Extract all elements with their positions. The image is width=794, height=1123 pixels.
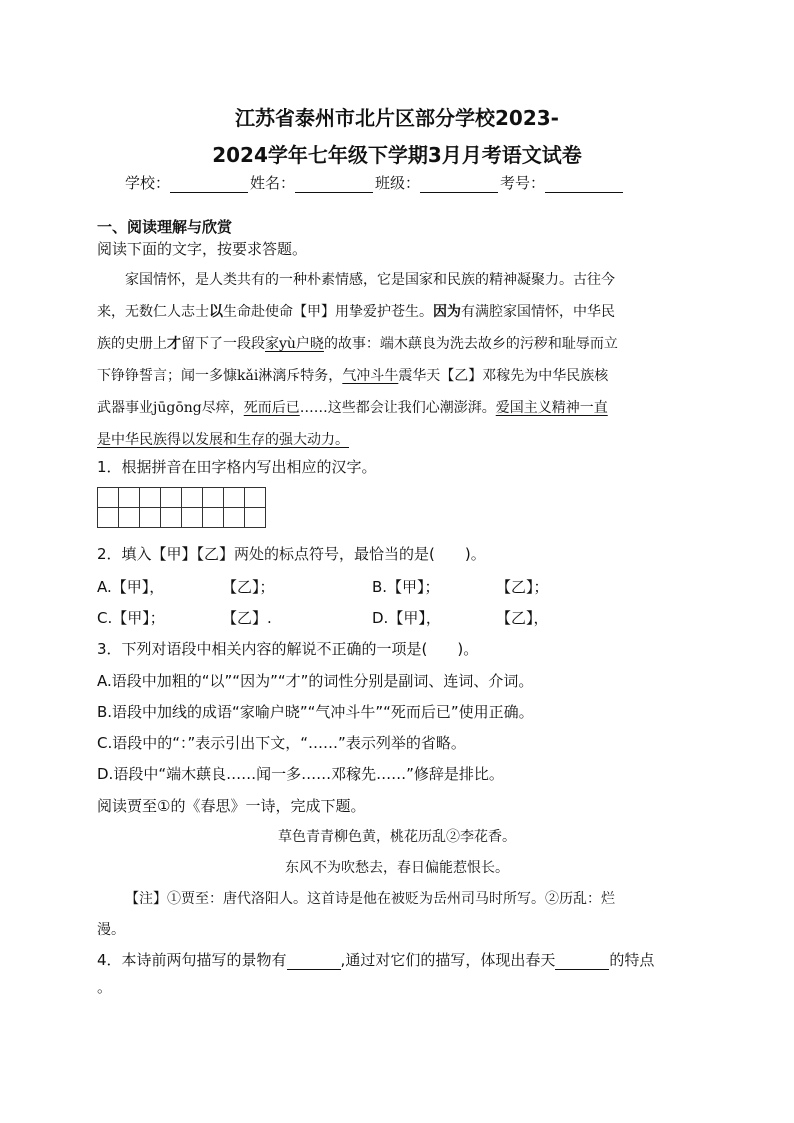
q2-option-c-yi[interactable]: 【乙】. (222, 609, 272, 627)
poem-note-line-2: 漫。 (97, 922, 125, 938)
name-blank[interactable] (295, 176, 373, 193)
q2-option-a-yi[interactable]: 【乙】； (222, 578, 275, 596)
name-label: 姓名： (250, 174, 296, 192)
poem-note-line-1: 【注】①贾至：唐代洛阳人。这首诗是他在被贬为岳州司马时所写。②历乱：烂 (125, 891, 615, 907)
exam-title-line1: 江苏省泰州市北片区部分学校2023- (235, 106, 559, 130)
question-4: 4．本诗前两句描写的景物有 ,通过对它们的描写，体现出春天 的特点 (97, 951, 655, 969)
underlined-idiom-3: 死而后已 (243, 400, 300, 416)
question-3: 3．下列对语段中相关内容的解说不正确的一项是( )。 (97, 640, 479, 658)
exam-number-blank[interactable] (545, 176, 623, 193)
q2-option-b-yi[interactable]: 【乙】； (496, 578, 549, 596)
school-blank[interactable] (170, 176, 248, 193)
passage-line-2: 来，无数仁人志士以生命赴使命【甲】用挚爱护苍生。因为有满腔家国情怀，中华民 (97, 304, 615, 320)
bold-word-yinwei: 因为 (433, 304, 461, 320)
passage-line-3: 族的史册上才留下了一段段家yù户晓的故事：端木蕻良为洗去故乡的污秽和耻辱而立 (97, 336, 618, 352)
poem-line-2: 东风不为吹愁去，春日偏能惹恨长。 (285, 860, 509, 876)
underlined-idiom-2: 气冲斗牛 (342, 368, 399, 384)
q2-option-a-jia[interactable]: A.【甲】， (97, 578, 165, 596)
q3-option-b[interactable]: B.语段中加线的成语“家喻户晓”“气冲斗牛”“死而后已”使用正确。 (97, 703, 534, 721)
bold-word-yi: 以 (209, 304, 223, 320)
class-blank[interactable] (420, 176, 498, 193)
question-4-end: 。 (97, 978, 113, 996)
q2-option-b-jia[interactable]: B.【甲】； (372, 578, 440, 596)
section-heading-reading: 一、阅读理解与欣赏 (97, 218, 233, 236)
q4-blank-2[interactable] (555, 955, 609, 970)
poem-line-1: 草色青青柳色黄，桃花历乱②李花香。 (278, 829, 516, 845)
q2-option-c-jia[interactable]: C.【甲】； (97, 609, 165, 627)
poem-instruction: 阅读贾至①的《春思》一诗，完成下题。 (97, 797, 366, 815)
exam-title-line2: 2024学年七年级下学期3月月考语文试卷 (212, 143, 582, 167)
exam-number-label: 考号： (500, 174, 546, 192)
class-label: 班级： (375, 174, 421, 192)
passage-line-1: 家国情怀，是人类共有的一种朴素情感，它是国家和民族的精神凝聚力。古往今 (125, 272, 615, 288)
q3-option-a[interactable]: A.语段中加粗的“以”“因为”“才”的词性分别是副词、连词、介词。 (97, 672, 534, 690)
bold-word-cai: 才 (167, 336, 181, 352)
reading-instruction: 阅读下面的文字，按要求答题。 (97, 240, 308, 258)
passage-line-4: 下铮铮誓言；闻一多慷kǎi淋漓斥特务，气冲斗牛震华天【乙】邓稼先为中华民族核 (97, 368, 609, 384)
underlined-idiom-1: 家yù户晓 (265, 336, 324, 352)
tianzige-grid[interactable] (97, 487, 266, 528)
q2-option-d-jia[interactable]: D.【甲】， (372, 609, 441, 627)
q2-option-d-yi[interactable]: 【乙】， (496, 609, 549, 627)
reading-passage (97, 264, 701, 456)
school-label: 学校： (125, 174, 171, 192)
underlined-sentence-a: 爱国主义精神一直 (495, 400, 608, 416)
q3-option-d[interactable]: D.语段中“端木蕻良……闻一多……邓稼先……”修辞是排比。 (97, 765, 504, 783)
question-1: 1．根据拼音在田字格内写出相应的汉字。 (97, 458, 377, 476)
passage-line-5: 武器事业jūgōng尽瘁，死而后已……这些都会让我们心潮澎湃。爱国主义精神一直 (97, 400, 608, 416)
q4-blank-1[interactable] (287, 955, 341, 970)
question-2: 2．填入【甲】【乙】两处的标点符号，最恰当的是( )。 (97, 545, 486, 563)
q3-option-c[interactable]: C.语段中的“：”表示引出下文，“……”表示列举的省略。 (97, 734, 466, 752)
student-info-row (125, 172, 625, 193)
underlined-sentence-b: 是中华民族得以发展和生存的强大动力。 (97, 432, 349, 448)
